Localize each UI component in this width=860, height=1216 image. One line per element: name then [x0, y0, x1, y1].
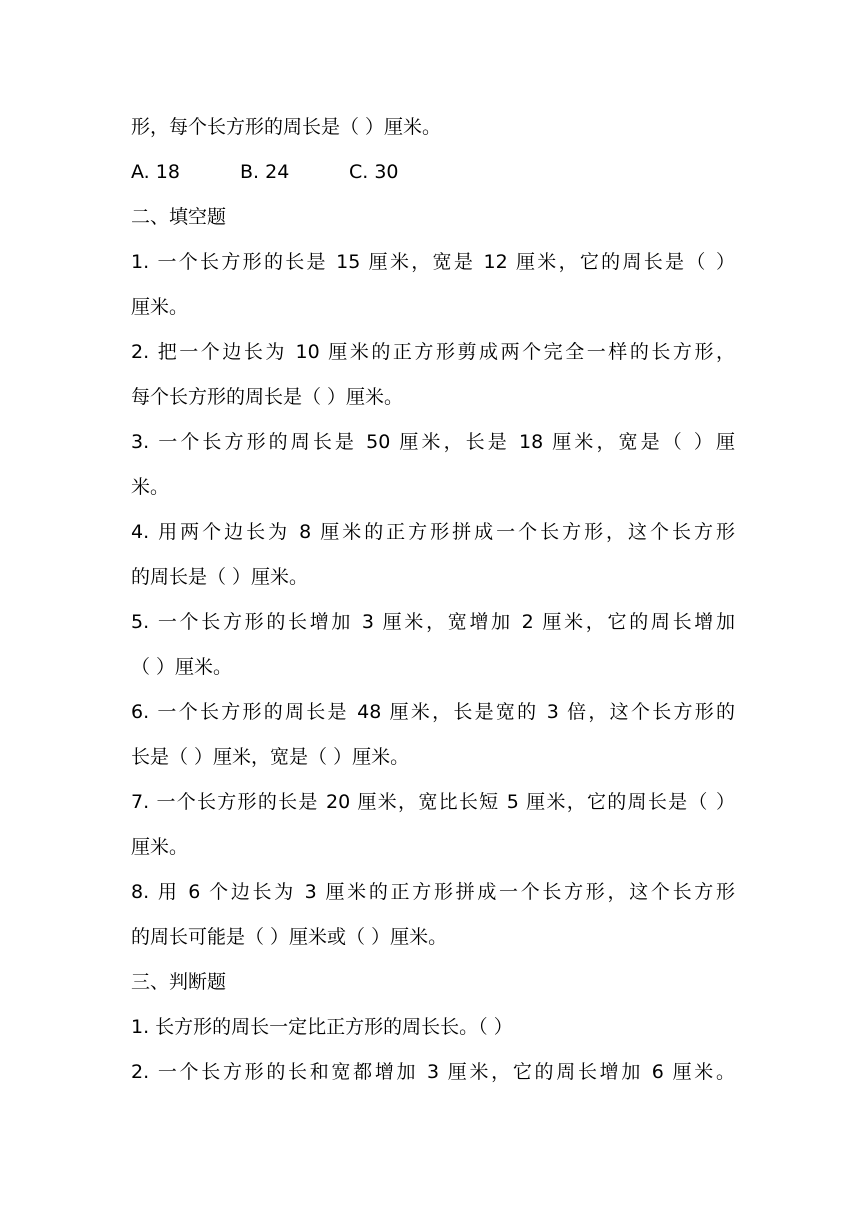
fill-blank-line: 每个长方形的周长是（ ）厘米。 [131, 386, 404, 408]
fill-blank-line: 7. 一个长方形的长是 20 厘米，宽比长短 5 厘米，它的周长是（ ） [131, 791, 735, 813]
option-c: C. 30 [349, 161, 399, 183]
fill-blank-line: 米。 [131, 476, 170, 498]
fill-blank-line: 3. 一个长方形的周长是 50 厘米，长是 18 厘米，宽是（ ）厘 [131, 431, 735, 453]
fill-blank-line: 6. 一个长方形的周长是 48 厘米，长是宽的 3 倍，这个长方形的 [131, 701, 735, 723]
true-false-line: 2. 一个长方形的长和宽都增加 3 厘米，它的周长增加 6 厘米。 [131, 1061, 735, 1083]
fill-blank-line: 的周长是（ ）厘米。 [131, 566, 309, 588]
fill-blank-line: 厘米。 [131, 836, 189, 858]
section-heading-true-false: 三、判断题 [131, 971, 227, 993]
option-b: B. 24 [240, 161, 290, 183]
fill-blank-line: 5. 一个长方形的长增加 3 厘米，宽增加 2 厘米，它的周长增加 [131, 611, 735, 633]
fill-blank-line: 4. 用两个边长为 8 厘米的正方形拼成一个长方形，这个长方形 [131, 521, 735, 543]
fill-blank-line: 的周长可能是（ ）厘米或（ ）厘米。 [131, 926, 448, 948]
fill-blank-line: （ ）厘米。 [131, 656, 233, 678]
section-heading-fill-blank: 二、填空题 [131, 206, 227, 228]
fill-blank-line: 长是（ ）厘米，宽是（ ）厘米。 [131, 746, 410, 768]
option-a: A. 18 [131, 161, 180, 183]
fill-blank-line: 2. 把一个边长为 10 厘米的正方形剪成两个完全一样的长方形， [131, 341, 735, 363]
fill-blank-line: 厘米。 [131, 296, 189, 318]
fill-blank-line: 8. 用 6 个边长为 3 厘米的正方形拼成一个长方形，这个长方形 [131, 881, 735, 903]
fill-blank-line: 1. 一个长方形的长是 15 厘米，宽是 12 厘米，它的周长是（ ） [131, 251, 735, 273]
true-false-line: 1. 长方形的周长一定比正方形的周长长。（ ） [131, 1016, 513, 1038]
question-continuation-text: 形，每个长方形的周长是（ ）厘米。 [131, 116, 442, 138]
